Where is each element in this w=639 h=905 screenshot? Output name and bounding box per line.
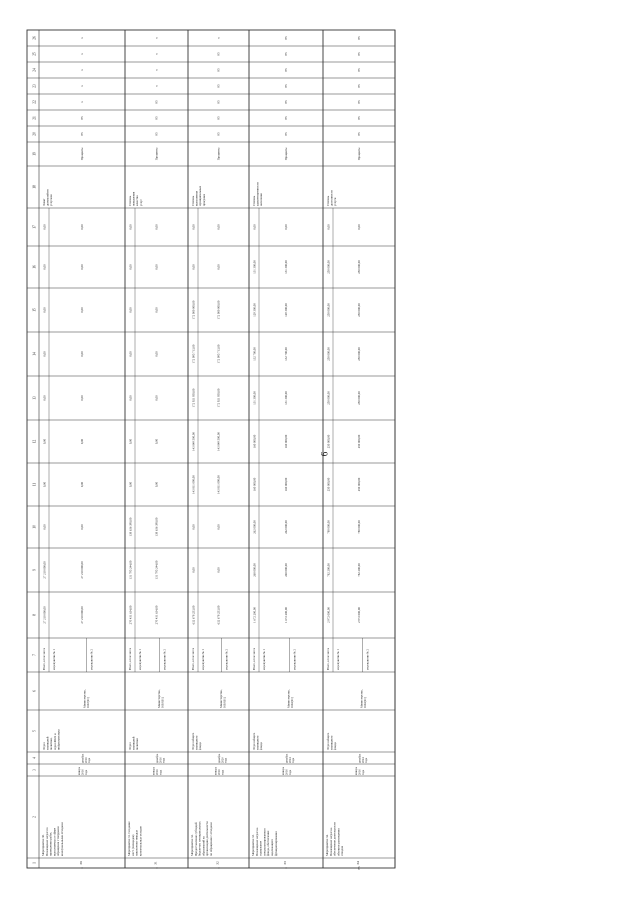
indicator: удовлетворенности xyxy=(255,182,260,206)
source-total: Всего, в том числе xyxy=(43,647,46,670)
target-mark: 85 xyxy=(284,68,288,72)
column-number: 23 xyxy=(32,84,37,88)
start-date: 2016 xyxy=(217,769,221,775)
sum-total: 160 000,00 xyxy=(252,477,257,492)
column-number: 21 xyxy=(32,116,37,120)
kbk-code: Министерство, xyxy=(82,689,87,708)
target-mark: 85 xyxy=(357,84,361,88)
sum-value: 0,00 xyxy=(80,351,84,357)
executor: жилищной xyxy=(45,736,50,750)
sum-total: 160 000,00 xyxy=(252,434,257,449)
sum-value: 0,00 xyxy=(80,524,84,530)
end-date: 2016 xyxy=(84,757,88,763)
target-mark: х xyxy=(80,37,84,39)
sum-total: 260 000,00 xyxy=(252,563,257,577)
start-date: январь xyxy=(282,767,285,775)
column-number: 7 xyxy=(32,654,37,656)
sum-total: 250 000,00 xyxy=(326,347,331,361)
start-date: 2016 xyxy=(81,769,85,775)
sum-total: 250 000,00 xyxy=(326,391,331,405)
column-number: 16 xyxy=(32,265,37,269)
sum-total: 131 300,00 xyxy=(252,260,257,274)
target-mark: 85 xyxy=(284,36,288,40)
sum-total: 0,00 xyxy=(42,307,47,313)
sum-total: 270 431 634,00 xyxy=(128,605,133,625)
executor: фонда xyxy=(259,742,264,750)
sum-value: 160 000,00 xyxy=(284,477,288,492)
end-date: года xyxy=(224,757,228,763)
target-mark: 85 xyxy=(216,68,221,72)
indicator: услугами xyxy=(49,194,54,206)
measure-name: объектов размещения xyxy=(336,828,341,856)
sum-value: 172 921 950,00 xyxy=(216,388,221,408)
sum-value: 250 000,00 xyxy=(357,391,361,405)
target-mark: 85 xyxy=(80,132,84,136)
measure-name: специализированного xyxy=(262,828,267,856)
executor: жилищного xyxy=(194,735,199,750)
source-item: мероприятие № 1 xyxy=(202,649,205,670)
sum-value: 0,00 xyxy=(80,438,84,445)
start-date: года xyxy=(221,769,225,775)
start-date: 2016 xyxy=(358,769,362,775)
row-number: 34 xyxy=(356,861,360,865)
start-date: года xyxy=(159,769,163,775)
row-number: 30 xyxy=(79,861,83,865)
sum-value: 0,00 xyxy=(216,567,221,573)
source-item: мероприятие № 2 xyxy=(366,649,370,670)
sum-value: 0,00 xyxy=(80,307,84,313)
sum-total: 0,00 xyxy=(191,567,196,573)
unit-label: Проценты xyxy=(154,147,159,161)
sum-total: 250 000,00 xyxy=(326,477,331,492)
executor: жилищного xyxy=(255,735,260,750)
target-mark: х xyxy=(154,37,159,39)
column-number: 3 xyxy=(32,769,37,771)
end-date: года xyxy=(365,757,369,763)
measure-name: Мероприятие 31. Создание xyxy=(127,821,131,856)
target-mark: 85 xyxy=(154,116,159,120)
column-number: 11 xyxy=(32,482,37,487)
sum-total: 172 095 713,00 xyxy=(191,344,196,364)
sum-value: 0,00 xyxy=(80,224,84,230)
measure-name: по обращению с отходами xyxy=(209,822,213,856)
measure-name: накопления твердых xyxy=(134,829,139,856)
table-rotated xyxy=(27,30,395,870)
sum-total: 0,00 xyxy=(42,224,47,230)
measure-name: отходов xyxy=(340,845,345,856)
sum-value: 0,00 xyxy=(154,351,159,357)
sum-value: 262 000,00 xyxy=(284,520,288,534)
indicator: услуг xyxy=(138,199,143,206)
target-mark: 85 xyxy=(357,52,361,56)
start-date: январь xyxy=(152,767,156,775)
sum-total: 0,00 xyxy=(128,351,133,357)
source-item: мероприятие № 2 xyxy=(225,649,229,670)
sum-value: 250 000,00 xyxy=(357,260,361,274)
sum-value: 780 000,00 xyxy=(357,520,361,534)
source-item: мероприятие № 1 xyxy=(53,649,56,670)
sum-value: 131 300,00 xyxy=(284,391,288,405)
sum-value: 0,00 xyxy=(154,481,159,488)
indicator: Степень xyxy=(252,195,256,206)
end-date: 2016 xyxy=(159,757,163,763)
end-date: декабрь xyxy=(81,753,85,763)
sum-total: 0,00 xyxy=(128,264,133,270)
sum-total: 0,00 xyxy=(42,438,47,445)
source-total: Всего, в том числе xyxy=(253,647,256,670)
target-mark: х xyxy=(216,867,221,869)
indicator: выполнения xyxy=(194,191,199,206)
target-mark: 85 xyxy=(284,100,288,104)
column-number: 13 xyxy=(32,396,37,400)
column-number: 25 xyxy=(32,52,37,56)
unit-label: Проценты xyxy=(284,147,288,161)
sum-total: 250 000,00 xyxy=(326,303,331,317)
indicator: Охват xyxy=(42,198,46,206)
end-date: 2024 xyxy=(288,757,292,763)
sum-total: 250 000,00 xyxy=(326,434,331,449)
measure-name: коммунальных отходов xyxy=(138,826,143,856)
column-number: 4 xyxy=(32,757,37,759)
target-mark: 85 xyxy=(154,132,159,136)
indicator: повышения xyxy=(131,191,136,206)
sum-total: 27 210 000,00 xyxy=(42,561,47,579)
column-number: 19 xyxy=(32,152,37,156)
measure-name: Возмещение затрат на xyxy=(254,827,259,856)
sum-value: 0,00 xyxy=(154,395,159,401)
measure-name: Предоставление субсидий xyxy=(193,822,198,856)
sum-total: 0,00 xyxy=(191,524,196,530)
end-date: декабрь xyxy=(217,753,221,763)
column-number: 12 xyxy=(32,439,37,444)
target-mark: 85 xyxy=(357,866,361,870)
column-number: 26 xyxy=(32,36,37,40)
sum-value: 172 000 000,00 xyxy=(216,300,221,320)
target-mark: 85 xyxy=(80,116,84,120)
start-date: январь xyxy=(214,767,218,775)
sum-value: 0,00 xyxy=(216,264,221,270)
kbk-code: 1003[01] xyxy=(86,697,91,708)
sum-total: 2 972 000,00 xyxy=(326,607,331,623)
indicator: муниципальных xyxy=(198,185,203,206)
target-mark: х xyxy=(154,85,159,87)
sum-total: 0,00 xyxy=(191,224,196,230)
kbk-code: Министерство, xyxy=(157,689,162,708)
start-date: 2016 xyxy=(155,769,159,775)
measure-name: образований на xyxy=(201,836,206,856)
row-number: 31 xyxy=(153,861,158,865)
column-number: 1 xyxy=(32,862,37,864)
sum-value: 260 000,00 xyxy=(284,563,288,577)
column-number: 17 xyxy=(32,225,37,229)
sum-value: 0,00 xyxy=(154,307,159,313)
source-item: мероприятие № 2 xyxy=(293,649,297,670)
executor: фонда xyxy=(333,742,338,750)
sum-value: 131 795 244,00 xyxy=(154,560,159,580)
row-number: 32 xyxy=(215,861,220,865)
target-mark: х xyxy=(154,867,159,869)
measure-name: мест (площадок) xyxy=(130,834,135,856)
indicator: программ xyxy=(201,193,206,206)
executor: Отдел общего xyxy=(326,732,330,750)
kbk-code: Министерство, xyxy=(219,689,224,708)
sum-total: 129 300,00 xyxy=(252,303,257,317)
target-mark: 85 xyxy=(357,36,361,40)
end-date: 2020 xyxy=(221,757,225,763)
measure-name: функционирования xyxy=(273,831,278,856)
target-mark: х xyxy=(80,53,84,55)
target-mark: 85 xyxy=(357,100,361,104)
sum-total: 262 000,00 xyxy=(252,520,257,534)
sum-value: 250 000,00 xyxy=(357,303,361,317)
measure-name: Мероприятие 30. xyxy=(41,834,45,856)
start-date: года xyxy=(361,769,365,775)
sum-total: 0,00 xyxy=(252,224,257,230)
source-item: мероприятие № 2 xyxy=(90,649,94,670)
sum-value: 129 300,00 xyxy=(284,303,288,317)
start-date: январь xyxy=(355,767,358,775)
sum-total: 1 672 200,00 xyxy=(252,607,257,623)
sum-value: 160 000,00 xyxy=(284,434,288,449)
target-mark: х xyxy=(284,867,288,869)
measure-name: надлежащего xyxy=(270,839,274,856)
measure-name: Мероприятие 33. xyxy=(251,834,255,856)
sum-total: 131 795 244,00 xyxy=(128,560,133,580)
source-total: Всего, в том числе xyxy=(192,647,195,670)
end-date: декабрь xyxy=(155,753,159,763)
target-mark: 85 xyxy=(216,52,221,56)
sum-total: 27 210 000,00 xyxy=(42,606,47,624)
target-mark: 85 xyxy=(284,116,288,120)
indicator: Степень xyxy=(326,195,330,206)
sum-value: 0,00 xyxy=(80,481,84,488)
executor: отдел ЖКХ и xyxy=(52,733,57,750)
column-number: 15 xyxy=(32,308,37,312)
target-mark: х xyxy=(80,85,84,87)
sum-total: 143 849 500,00 xyxy=(191,432,196,451)
measure-name: коммунальными отходами xyxy=(60,822,64,856)
column-number: 22 xyxy=(32,100,37,104)
measure-name: содержание xyxy=(258,840,263,856)
indicator: качества xyxy=(135,195,140,206)
end-date: декабрь xyxy=(285,753,289,763)
source-item: мероприятие № 1 xyxy=(337,649,340,670)
start-date: январь xyxy=(78,767,81,775)
indicator: Степень xyxy=(128,195,132,206)
column-number: 6 xyxy=(32,690,37,692)
column-number: 18 xyxy=(32,185,37,189)
target-mark: 85 xyxy=(357,68,361,72)
sum-value: 143 811 090,00 xyxy=(216,475,221,494)
measure-name: обращения с твердыми xyxy=(56,826,61,856)
kbk-code: Министерство, xyxy=(286,689,291,708)
target-mark: х xyxy=(80,101,84,103)
column-number: 24 xyxy=(32,68,37,72)
target-mark: 85 xyxy=(284,132,288,136)
target-mark: х xyxy=(216,37,221,39)
measure-name: фонда, обеспечение xyxy=(266,830,271,856)
sum-value: 250 000,00 xyxy=(357,347,361,361)
end-date: декабрь xyxy=(358,753,362,763)
sum-total: 0,00 xyxy=(191,264,196,270)
sum-total: 0,00 xyxy=(42,395,47,401)
target-mark: 85 xyxy=(357,116,361,120)
kbk-code: 1004[01] xyxy=(363,697,368,708)
target-mark: х xyxy=(154,69,159,71)
sum-value: 0,00 xyxy=(80,264,84,270)
sum-total: 131 300,00 xyxy=(252,391,257,405)
column-number: 2 xyxy=(32,816,37,818)
executor: Отдел общего xyxy=(252,732,256,750)
kbk-code: 1003[01] xyxy=(160,697,165,708)
sum-value: 131 300,00 xyxy=(284,260,288,274)
target-mark: х xyxy=(80,69,84,71)
sum-total: 780 000,00 xyxy=(326,520,331,534)
unit-label: Проценты xyxy=(216,147,221,161)
measure-name: Мероприятие 32. xyxy=(190,834,194,856)
measure-name: организацию деятельности xyxy=(205,821,210,856)
source-total: Всего, в том числе xyxy=(327,647,330,670)
sum-total: 138 636 390,00 xyxy=(128,517,133,537)
measure-name: обеспечение деятельности xyxy=(332,822,337,856)
sum-value: 0,00 xyxy=(80,395,84,401)
target-mark: 85 xyxy=(216,84,221,88)
measure-name: проведению работ, xyxy=(48,831,53,856)
unit-label: Проценты xyxy=(357,147,361,161)
sum-value: 0,00 xyxy=(216,224,221,230)
executor: Отдел общего xyxy=(191,732,195,750)
start-date: года xyxy=(84,769,88,775)
end-date: года xyxy=(88,757,92,763)
sum-value: 143 849 500,00 xyxy=(216,432,221,451)
sum-total: 0,00 xyxy=(42,264,47,270)
measure-name: бюджетам муниципальных xyxy=(197,821,202,856)
source-item: мероприятие № 1 xyxy=(139,649,142,670)
sum-value: 0,00 xyxy=(154,264,159,270)
executor: жилищного xyxy=(329,735,334,750)
target-mark: х xyxy=(154,53,159,55)
indicator: доступности xyxy=(329,190,334,206)
sum-value: 0,00 xyxy=(357,224,361,230)
target-mark: 85 xyxy=(216,132,221,136)
kbk-code: 1003[01] xyxy=(222,697,227,708)
sum-value: 0,00 xyxy=(154,224,159,230)
column-number: 10 xyxy=(32,525,37,529)
target-mark: 85 xyxy=(216,116,221,120)
unit-label: Проценты xyxy=(80,147,84,161)
sum-total: 132 700,00 xyxy=(252,347,257,361)
sum-total: 172 921 950,00 xyxy=(191,388,196,408)
row-number: 33 xyxy=(283,861,287,865)
target-mark: х xyxy=(80,867,84,869)
measure-name: выполняемых в сфере xyxy=(52,827,57,856)
page-number: 6 xyxy=(319,451,330,457)
executor: жилищной xyxy=(131,736,136,750)
column-number: 8 xyxy=(32,614,37,616)
column-number: 9 xyxy=(32,569,37,571)
end-date: года xyxy=(292,757,296,763)
start-date: года xyxy=(288,769,292,775)
executor: политики, xyxy=(49,737,54,750)
sum-value: 0,00 xyxy=(154,438,159,445)
sum-value: 27 210 000,00 xyxy=(80,561,84,579)
sum-total: 143 811 090,00 xyxy=(191,475,196,494)
sum-value: 250 000,00 xyxy=(357,434,361,449)
target-mark: 85 xyxy=(357,132,361,136)
indicator: услуги xyxy=(333,197,338,206)
sum-value: 0,00 xyxy=(216,524,221,530)
indicator: населения xyxy=(259,193,264,206)
sum-total: 0,00 xyxy=(128,307,133,313)
column-number: 20 xyxy=(32,132,37,136)
sum-value: 782 200,00 xyxy=(357,563,361,577)
executor: инфраструктуры xyxy=(56,729,61,750)
measure-name: Возмещение затрат по xyxy=(44,827,49,856)
end-date: года xyxy=(162,757,166,763)
target-mark: 85 xyxy=(284,84,288,88)
sum-total: 172 000 000,00 xyxy=(191,300,196,320)
sum-total: 632 678 253,00 xyxy=(191,605,196,625)
measure-name: Возмещение затрат на xyxy=(328,827,333,856)
sum-total: 0,00 xyxy=(128,481,133,488)
sum-value: 172 095 713,00 xyxy=(216,344,221,364)
sum-value: 0,00 xyxy=(284,224,288,230)
indicator: Степень xyxy=(191,195,195,206)
source-item: мероприятие № 2 xyxy=(163,649,167,670)
sum-total: 0,00 xyxy=(128,224,133,230)
sum-value: 138 636 390,00 xyxy=(154,517,159,537)
sum-value: 2 972 000,00 xyxy=(357,607,361,623)
executor: политики xyxy=(135,738,140,750)
sum-total: 0,00 xyxy=(128,438,133,445)
executor: Отдел xyxy=(128,742,132,750)
sum-value: 132 700,00 xyxy=(284,347,288,361)
sum-total: 0,00 xyxy=(42,481,47,488)
sum-total: 782 200,00 xyxy=(326,563,331,577)
start-date: 2016 xyxy=(285,769,289,775)
sum-value: 27 210 000,00 xyxy=(80,606,84,624)
sum-value: 1 672 200,00 xyxy=(284,607,288,623)
sum-total: 0,00 xyxy=(42,524,47,530)
executor: фонда xyxy=(198,742,203,750)
sum-total: 0,00 xyxy=(42,351,47,357)
target-mark: 85 xyxy=(154,100,159,104)
sum-value: 270 431 634,00 xyxy=(154,605,159,625)
source-item: мероприятие № 1 xyxy=(263,649,266,670)
source-total: Всего, в том числе xyxy=(129,647,132,670)
sum-value: 632 678 253,00 xyxy=(216,605,221,625)
sum-total: 0,00 xyxy=(128,395,133,401)
indicator: домохозяйств xyxy=(45,189,50,206)
kbk-code: 1004[01] xyxy=(290,697,295,708)
target-mark: 85 xyxy=(216,100,221,104)
executor: Отдел xyxy=(42,742,46,750)
sum-total: 0,00 xyxy=(326,224,331,230)
target-mark: 85 xyxy=(284,52,288,56)
column-number: 5 xyxy=(32,730,37,732)
sum-total: 250 000,00 xyxy=(326,260,331,274)
end-date: 2024 xyxy=(361,757,365,763)
sum-value: 250 000,00 xyxy=(357,477,361,492)
column-number: 14 xyxy=(32,352,37,356)
measure-name: Мероприятие 34. xyxy=(325,834,329,856)
kbk-code: Министерство, xyxy=(359,689,364,708)
